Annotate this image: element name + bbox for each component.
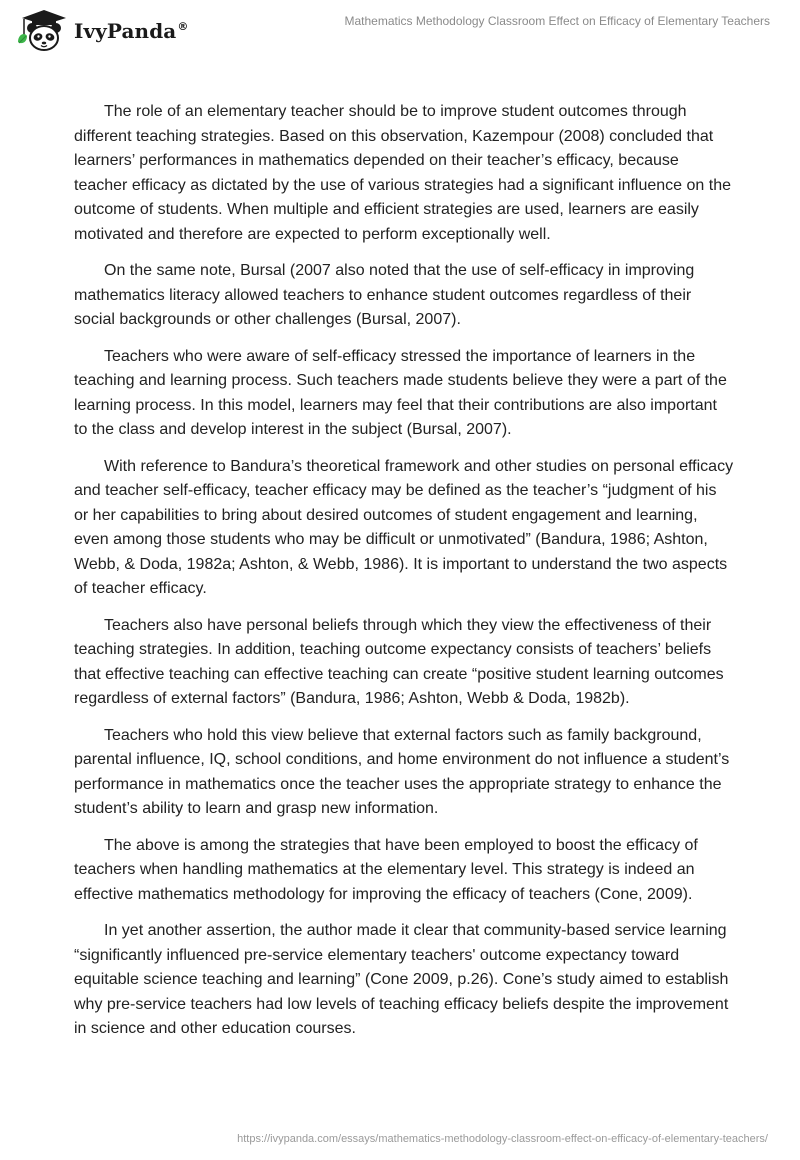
essay-body — [74, 100, 734, 1054]
paragraph: Teachers who were aware of self-efficacy stressed the importance of learners in the teaching and learning process. Such teachers made students believe they were a part of the learning process. In this model, learners may feel that their contributions are also important to the class and develop interest in the subject (Bursal, 2007). — [74, 347, 727, 438]
page-header — [0, 0, 800, 60]
paragraph: On the same note, Bursal (2007 also noted that the use of self-efficacy in improving mathematics literacy allowed teachers to enhance student outcomes regardless of their social backgrounds or other challenges (Bursal, 2007). — [74, 262, 695, 328]
paragraph: With reference to Bandura’s theoretical framework and other studies on personal efficacy and teacher self-efficacy, teacher efficacy may be defined as the teacher’s “judgment of his or her capabilities to bring about desired outcomes of student engagement and learning, even among those students who may be difficult or unmotivated” (Bandura, 1986; Ashton, Webb, & Doda, 1982a; Ashton, & Webb, 1986). It is important to understand the two aspects of teacher efficacy. — [74, 457, 734, 597]
paragraph: The role of an elementary teacher should be to improve student outcomes through different teaching strategies. Based on this observation, Kazempour (2008) concluded that learners’ performances in mathematics depended on their teacher’s efficacy, because teacher efficacy as dictated by the use of various strategies had a significant influence on the outcome of students. When multiple and efficient strategies are used, learners are easily motivated and therefore are expected to perform exceptionally well. — [74, 103, 731, 243]
document-title: Mathematics Methodology Classroom Effect on Efficacy of Elementary Teachers — [344, 14, 770, 28]
paragraph: Teachers who hold this view believe that external factors such as family background, parental influence, IQ, school conditions, and home environment do not influence a student’s performance in mathematics once the teacher uses the appropriate strategy to enhance the student’s ability to learn and grasp new information. — [74, 726, 730, 817]
paragraph: Teachers also have personal beliefs through which they view the effectiveness of their teaching strategies. In addition, teaching outcome expectancy consists of teachers’ beliefs that effective teaching can effective teaching can create “positive student learning outcomes regardless of external factors” (Bandura, 1986; Ashton, Webb & Doda, 1982b). — [74, 616, 724, 707]
paragraph: In yet another assertion, the author made it clear that community-based service learning “significantly influenced pre-service elementary teachers' outcome expectancy toward equitable science teaching and learning” (Cone 2009, p.26). Cone’s study aimed to establish why pre-service teachers had low levels of teaching efficacy beliefs despite the improvement in science and other education courses. — [74, 922, 729, 1037]
ivypanda-logo[interactable] — [14, 8, 188, 52]
source-url[interactable]: https://ivypanda.com/essays/mathematics-methodology-classroom-effect-on-efficacy-of-elementary-teachers/ — [237, 1133, 768, 1145]
logo-wordmark: IvyPanda® — [74, 19, 189, 43]
panda-graduation-cap-icon — [14, 8, 70, 52]
paragraph: The above is among the strategies that have been employed to boost the efficacy of teachers when handling mathematics at the elementary level. This strategy is indeed an effective mathematics methodology for improving the efficacy of teachers (Cone, 2009). — [74, 836, 698, 903]
